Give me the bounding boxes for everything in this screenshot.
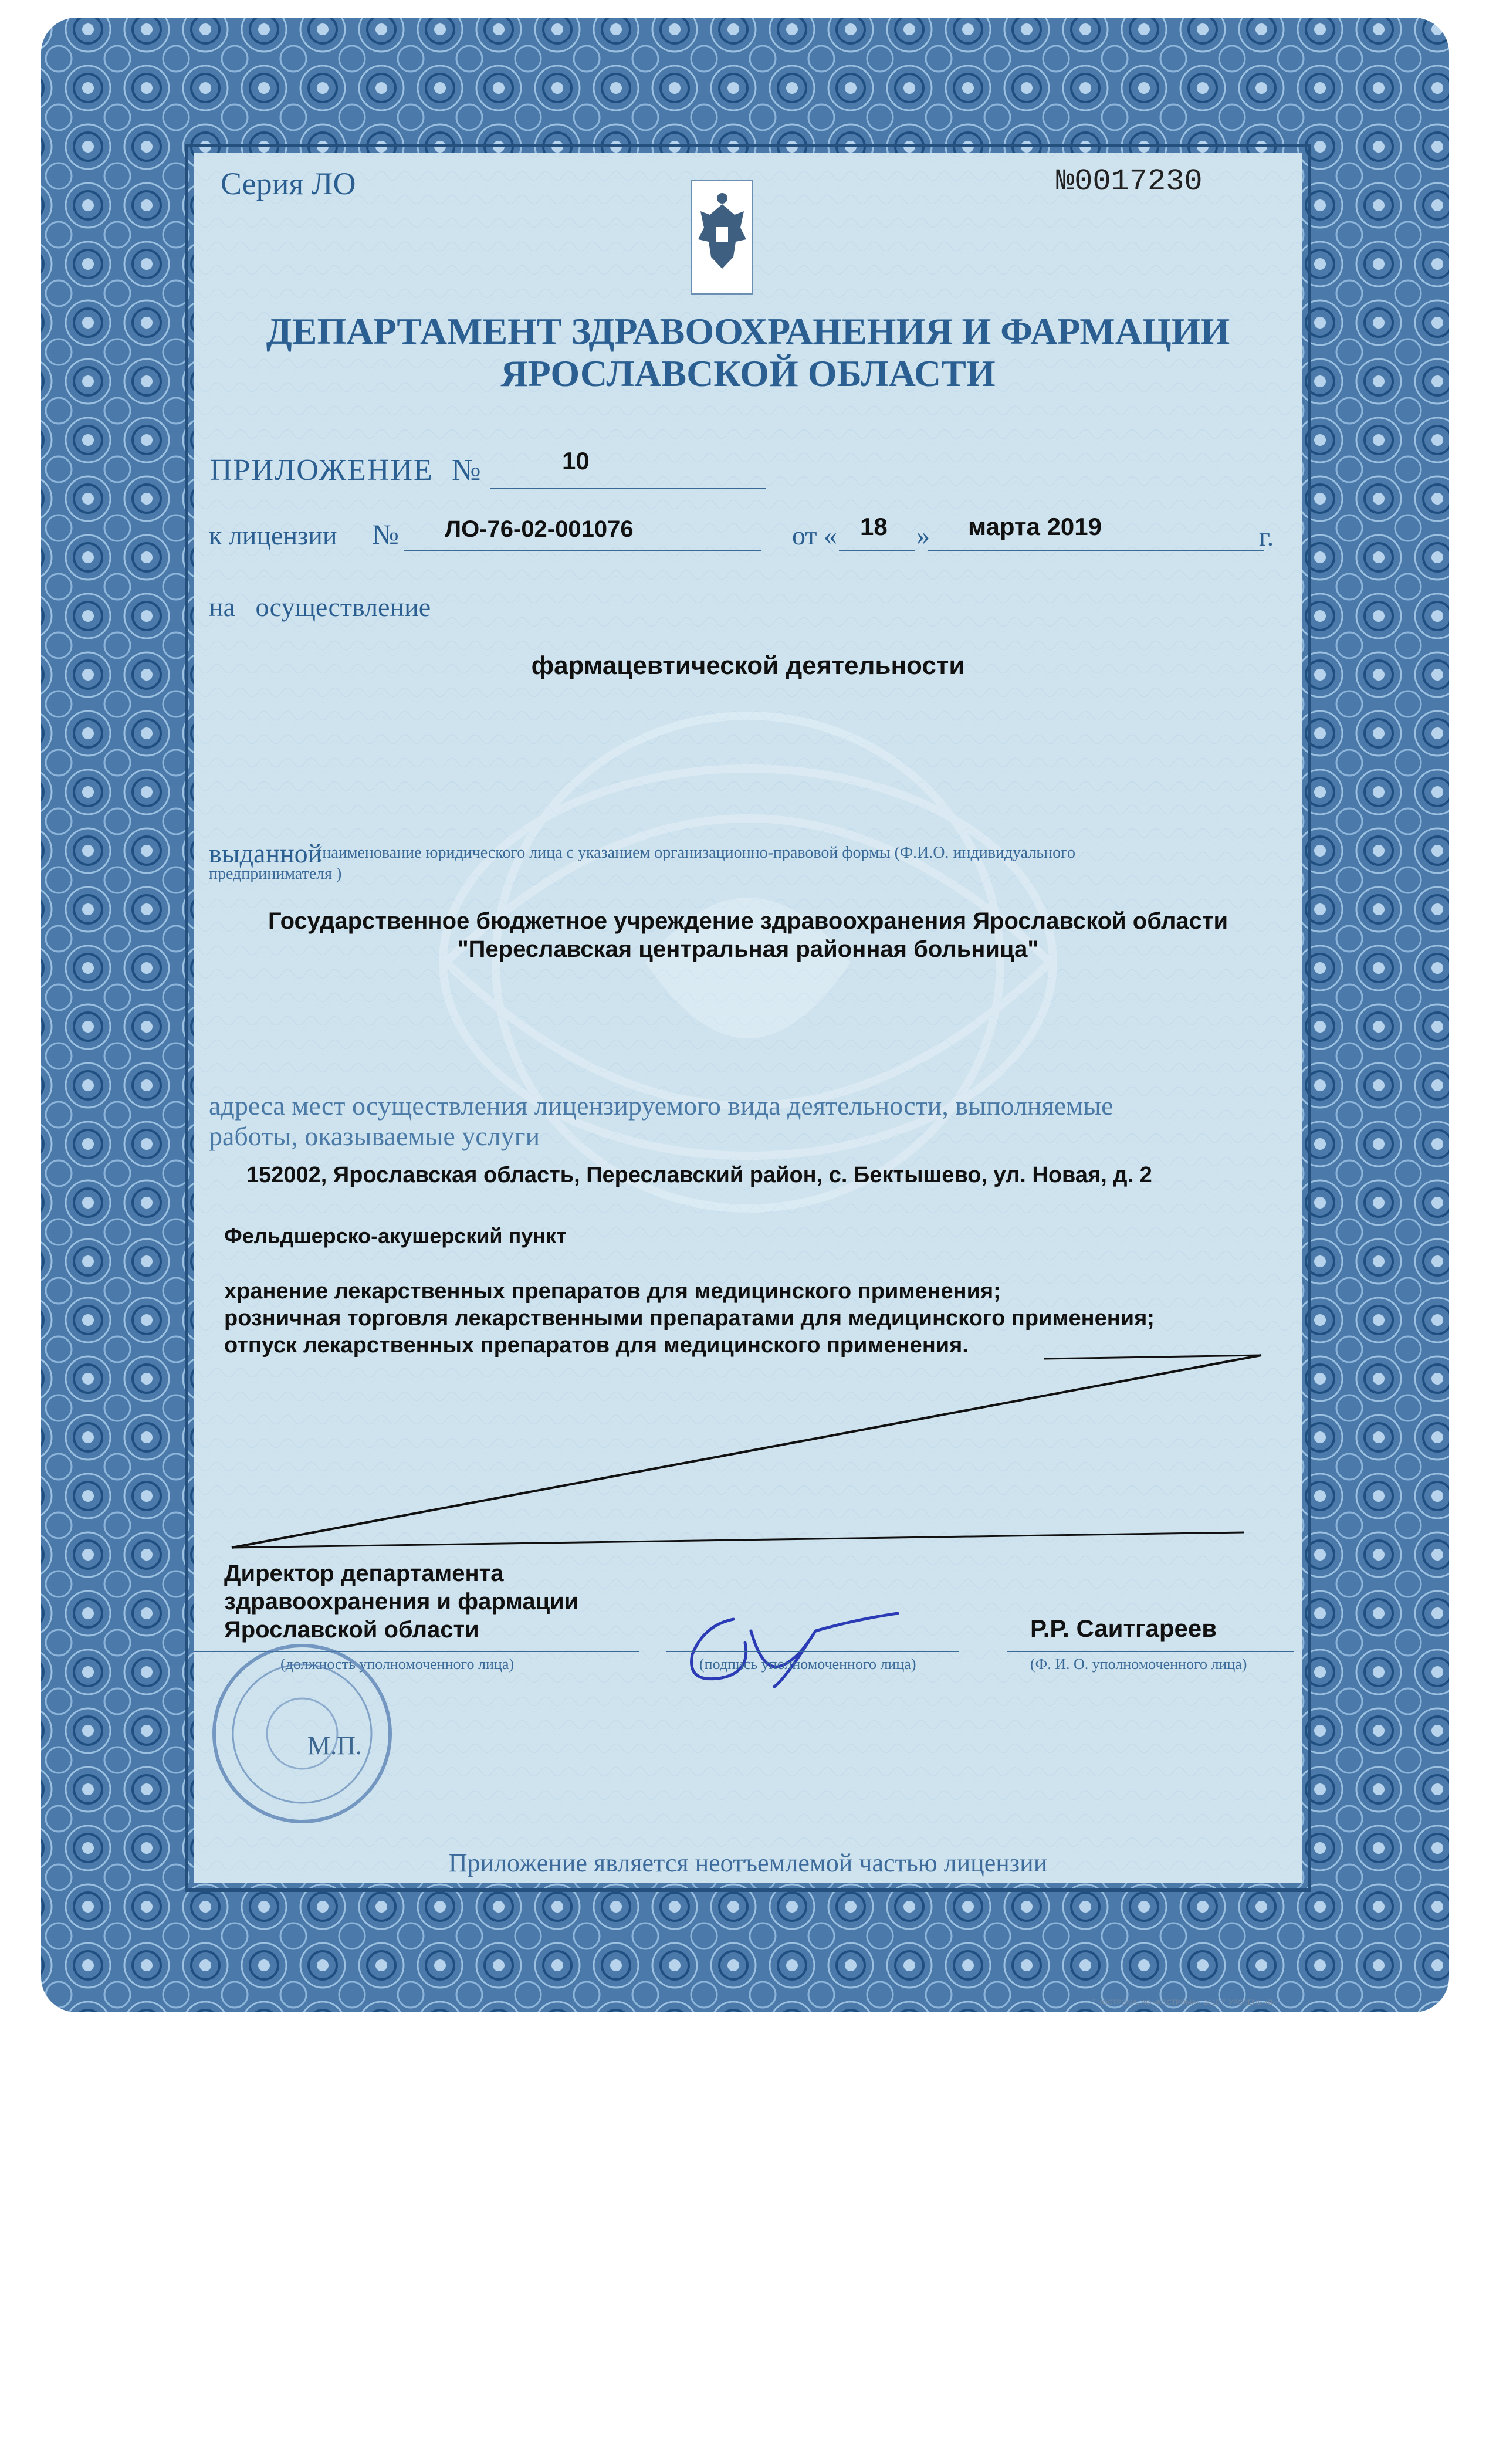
position-line2: здравоохранения и фармации [224, 1589, 579, 1615]
license-year-suffix: г. [1259, 522, 1274, 551]
activity-value: фармацевтической деятельности [531, 651, 965, 680]
seal-place-label: М.П. [307, 1731, 362, 1760]
issued-hint-line1: (наименование юридического лица с указанием организационно-правовой формы (Ф.И.О. индивидуального [317, 844, 1075, 862]
printer-imprint: Г. КОСТРОМА, АО «КОСТРОМА», 2018 Г. УРОВЕНЬ «В» [1091, 1998, 1277, 2006]
addresses-label-line2: работы, оказываемые услуги [209, 1121, 540, 1151]
position-line1: Директор департамента [224, 1561, 504, 1586]
form-number: №0017230 [1056, 164, 1203, 199]
license-day: 18 [860, 513, 888, 540]
address-value: 152002, Ярославская область, Переславский район, с. Бектышево, ул. Новая, д. 2 [246, 1163, 1152, 1187]
license-no-sign: № [372, 519, 399, 550]
position-caption: (должность уполномоченного лица) [280, 1656, 515, 1673]
license-close-quote: » [916, 520, 930, 550]
footer-note: Приложение является неотъемлемой частью лицензии [448, 1849, 1048, 1877]
addresses-label-line1: адреса мест осуществления лицензируемого вида деятельности, выполняемые [209, 1091, 1113, 1121]
issued-hint-line2: предпринимателя ) [209, 865, 342, 883]
service-item-2: розничная торговля лекарственными препаратами для медицинского применения; [224, 1306, 1155, 1331]
position-line3: Ярославской области [224, 1617, 479, 1643]
series-label: Серия ЛО [221, 166, 356, 201]
issued-label: выданной [209, 838, 323, 868]
license-month-year: марта 2019 [968, 513, 1102, 540]
license-label: к лицензии [209, 520, 337, 550]
signature-caption: (подпись уполномоченного лица) [699, 1656, 916, 1673]
organization-line1: Государственное бюджетное учреждение здравоохранения Ярославской области [268, 908, 1228, 934]
department-title-line2: ЯРОСЛАВСКОЙ ОБЛАСТИ [500, 353, 996, 394]
name-caption: (Ф. И. О. уполномоченного лица) [1030, 1656, 1247, 1673]
facility-type: Фельдшерско-акушерский пункт [224, 1224, 567, 1248]
official-seal-stamp [205, 1637, 399, 1830]
service-item-1: хранение лекарственных препаратов для медицинского применения; [224, 1279, 1001, 1304]
service-item-3: отпуск лекарственных препаратов для медицинского применения. [224, 1333, 969, 1358]
appendix-number: 10 [562, 447, 590, 475]
license-number: ЛО-76-02-001076 [445, 516, 634, 542]
appendix-no-sign: № [452, 453, 481, 487]
activity-label: на осуществление [209, 592, 431, 622]
organization-line2: "Переславская центральная районная больница" [457, 936, 1039, 962]
appendix-label: ПРИЛОЖЕНИЕ [210, 453, 434, 487]
official-name: Р.Р. Саитгареев [1030, 1615, 1217, 1642]
license-from-label: от « [792, 520, 837, 550]
signature-icon [681, 1584, 927, 1695]
department-title-line1: ДЕПАРТАМЕНТ ЗДРАВООХРАНЕНИЯ И ФАРМАЦИИ [266, 310, 1230, 352]
